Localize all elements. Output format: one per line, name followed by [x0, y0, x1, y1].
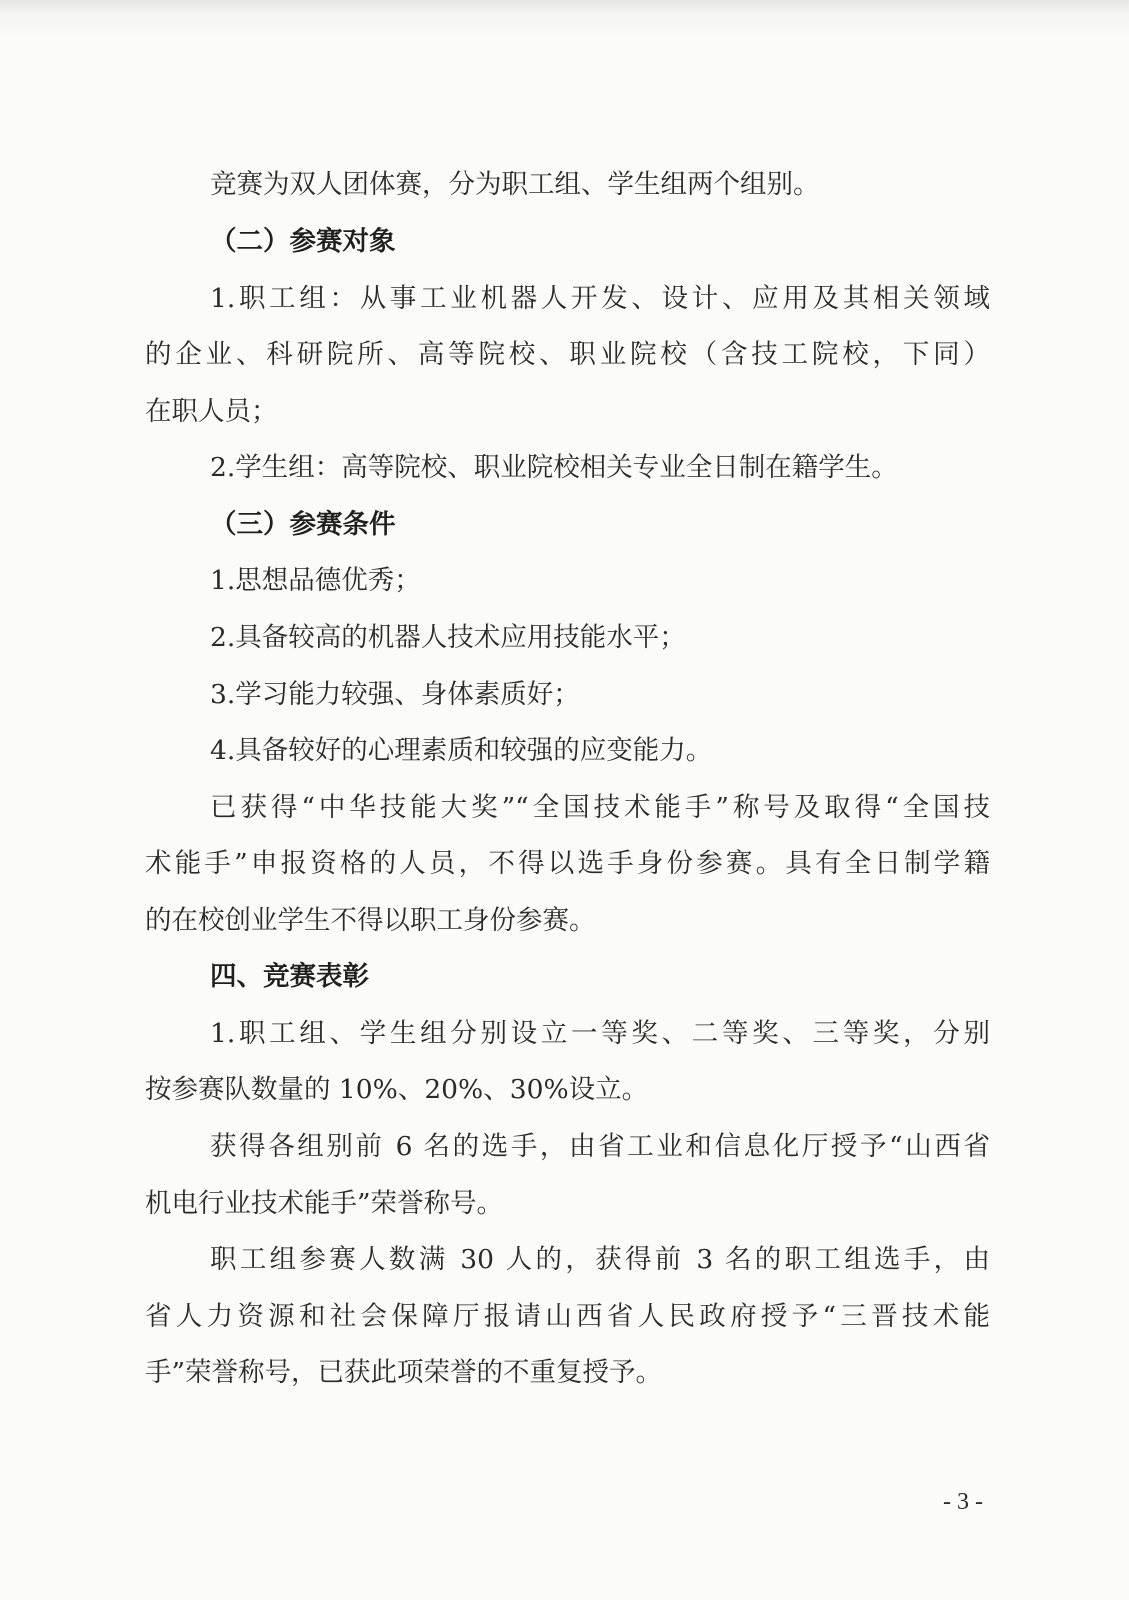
paragraph-line: 机电行业技术能手”荣誉称号。	[145, 1188, 504, 1219]
paragraph-line: 手”荣誉称号，已获此项荣誉的不重复授予。	[145, 1357, 663, 1388]
scan-top-edge	[0, 0, 1129, 40]
paragraph-line: 的在校创业学生不得以职工身份参赛。	[145, 905, 596, 936]
paragraph-line: 3.学习能力较强、身体素质好；	[210, 679, 580, 710]
paragraph-line: 职工组参赛人数满 30 人的，获得前 3 名的职工组选手，由	[210, 1244, 990, 1275]
paragraph-line: 已获得“中华技能大奖”“全国技术能手”称号及取得“全国技	[210, 792, 990, 823]
paragraph-line: 术能手”申报资格的人员，不得以选手身份参赛。具有全日制学籍	[145, 848, 990, 879]
section-heading: （三）参赛条件	[210, 509, 396, 540]
paragraph-line: 2.具备较高的机器人技术应用技能水平；	[210, 622, 686, 653]
paragraph-line: 竞赛为双人团体赛，分为职工组、学生组两个组别。	[210, 169, 820, 200]
paragraph-line: 的企业、科研院所、高等院校、职业院校（含技工院校，下同）	[145, 339, 990, 370]
paragraph-line: 1.职工组、学生组分别设立一等奖、二等奖、三等奖，分别	[210, 1018, 990, 1049]
paragraph-line: 1.思想品德优秀；	[210, 565, 421, 596]
paragraph-line: 省人力资源和社会保障厅报请山西省人民政府授予“三晋技术能	[145, 1301, 990, 1332]
section-heading: （二）参赛对象	[210, 226, 396, 257]
paragraph-line: 1.职工组：从事工业机器人开发、设计、应用及其相关领域	[210, 283, 990, 314]
section-heading: 四、竞赛表彰	[210, 961, 369, 992]
paragraph-line: 4.具备较好的心理素质和较强的应变能力。	[210, 735, 713, 766]
paragraph-line: 获得各组别前 6 名的选手，由省工业和信息化厅授予“山西省	[210, 1131, 990, 1162]
paragraph-line: 按参赛队数量的 10%、20%、30%设立。	[145, 1074, 649, 1105]
paragraph-line: 2.学生组：高等院校、职业院校相关专业全日制在籍学生。	[210, 452, 898, 483]
page-number: - 3 -	[943, 1489, 983, 1515]
paragraph-line: 在职人员；	[145, 396, 278, 427]
